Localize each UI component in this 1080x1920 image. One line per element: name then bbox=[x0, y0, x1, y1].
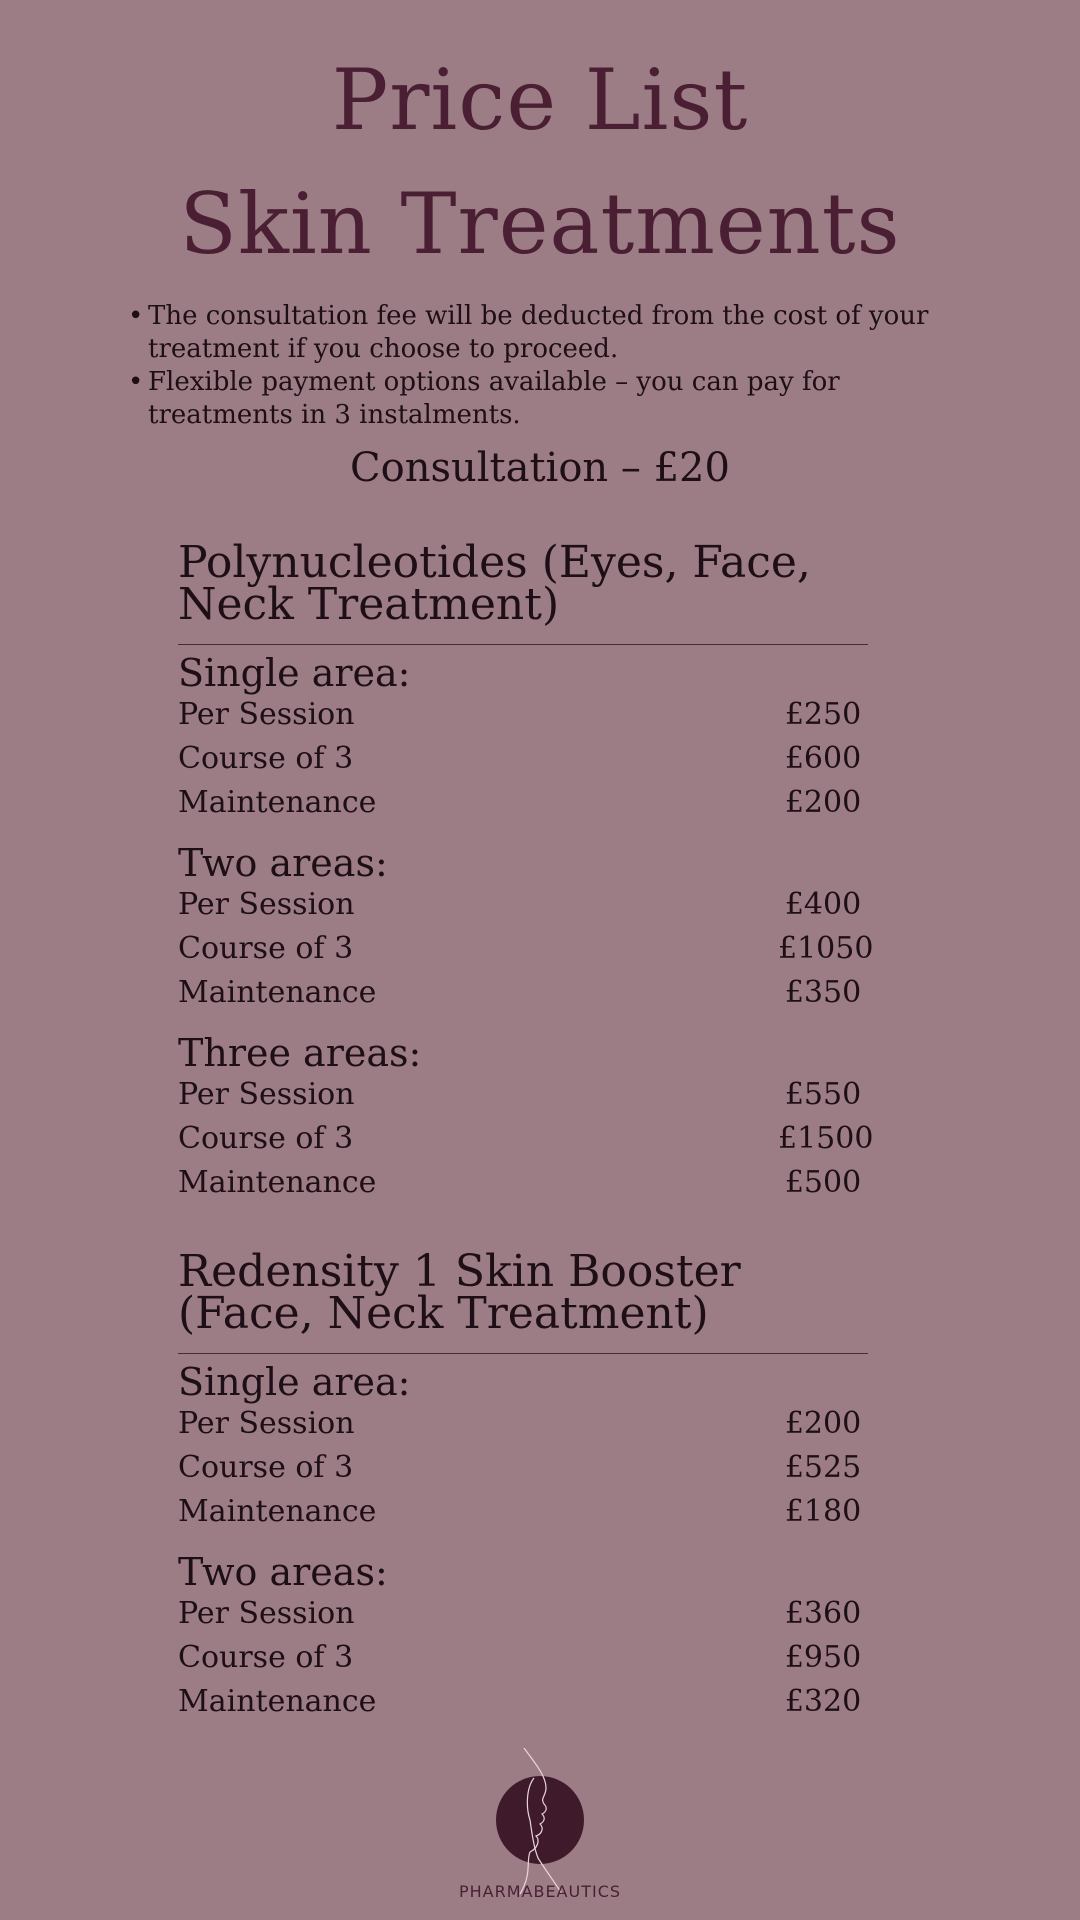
row-price: £400 bbox=[784, 887, 862, 922]
row-price: £500 bbox=[784, 1165, 862, 1200]
price-row bbox=[178, 737, 868, 781]
row-label: Maintenance bbox=[178, 975, 377, 1010]
page-title: Price List bbox=[331, 51, 749, 149]
page-subtitle: Skin Treatments bbox=[179, 175, 901, 273]
row-price: £1050 bbox=[778, 931, 874, 966]
row-label: Per Session bbox=[178, 887, 355, 922]
price-row bbox=[178, 1446, 868, 1490]
section-redensity bbox=[178, 1246, 868, 1724]
section-title: Polynucleotides (Eyes, Face, Neck Treatment) bbox=[178, 542, 868, 645]
bullet-icon: • bbox=[128, 301, 144, 331]
row-label: Course of 3 bbox=[178, 931, 354, 966]
price-row bbox=[178, 1680, 868, 1724]
note-text: Flexible payment options available – you can pay for treatments in 3 instalments. bbox=[148, 367, 840, 430]
section-polynucleotides bbox=[178, 537, 874, 1205]
price-group bbox=[178, 653, 868, 825]
price-row bbox=[178, 1636, 868, 1680]
row-label: Course of 3 bbox=[178, 1640, 354, 1675]
row-label: Per Session bbox=[178, 1406, 355, 1441]
row-label: Course of 3 bbox=[178, 1121, 354, 1156]
price-row bbox=[178, 1117, 874, 1161]
row-label: Course of 3 bbox=[178, 741, 354, 776]
brand-name: PHARMABEAUTICS bbox=[458, 1882, 622, 1901]
price-group bbox=[178, 1362, 868, 1534]
price-group bbox=[178, 841, 874, 1015]
row-label: Per Session bbox=[178, 1596, 355, 1631]
row-price: £525 bbox=[784, 1450, 862, 1485]
group-title: Three areas: bbox=[178, 1031, 422, 1075]
row-label: Course of 3 bbox=[178, 1450, 354, 1485]
row-price: £550 bbox=[784, 1077, 862, 1112]
group-title: Two areas: bbox=[178, 841, 388, 885]
row-price: £600 bbox=[784, 741, 862, 776]
bullet-icon: • bbox=[128, 367, 144, 397]
price-row bbox=[178, 971, 868, 1015]
row-label: Maintenance bbox=[178, 785, 377, 820]
row-label: Maintenance bbox=[178, 1494, 377, 1529]
row-price: £320 bbox=[784, 1684, 862, 1719]
group-title: Single area: bbox=[178, 1360, 411, 1404]
row-label: Maintenance bbox=[178, 1165, 377, 1200]
price-group bbox=[178, 1552, 868, 1724]
price-row bbox=[178, 1490, 868, 1534]
section-title: Redensity 1 Skin Booster (Face, Neck Treatment) bbox=[178, 1251, 868, 1354]
consultation-price: Consultation – £20 bbox=[350, 445, 730, 491]
price-row bbox=[178, 693, 868, 737]
note-text: The consultation fee will be deducted from the cost of your treatment if you choose to proceed. bbox=[148, 301, 929, 364]
group-title: Two areas: bbox=[178, 1550, 388, 1594]
price-row bbox=[178, 1161, 868, 1205]
price-row bbox=[178, 927, 874, 971]
price-row bbox=[178, 1402, 868, 1446]
note-item bbox=[128, 300, 958, 366]
group-title: Single area: bbox=[178, 651, 411, 695]
price-row bbox=[178, 1073, 868, 1117]
row-price: £200 bbox=[784, 1406, 862, 1441]
row-price: £250 bbox=[784, 697, 862, 732]
note-item bbox=[128, 366, 958, 432]
row-price: £1500 bbox=[778, 1121, 874, 1156]
row-price: £350 bbox=[784, 975, 862, 1010]
price-row bbox=[178, 1592, 868, 1636]
price-row bbox=[178, 781, 868, 825]
price-group bbox=[178, 1031, 874, 1205]
price-row bbox=[178, 883, 868, 927]
row-price: £180 bbox=[784, 1494, 862, 1529]
row-label: Maintenance bbox=[178, 1684, 377, 1719]
face-profile-logo-icon bbox=[490, 1748, 590, 1898]
row-label: Per Session bbox=[178, 1077, 355, 1112]
row-price: £200 bbox=[784, 785, 862, 820]
row-label: Per Session bbox=[178, 697, 355, 732]
info-notes bbox=[128, 300, 958, 432]
row-price: £950 bbox=[784, 1640, 862, 1675]
row-price: £360 bbox=[784, 1596, 862, 1631]
